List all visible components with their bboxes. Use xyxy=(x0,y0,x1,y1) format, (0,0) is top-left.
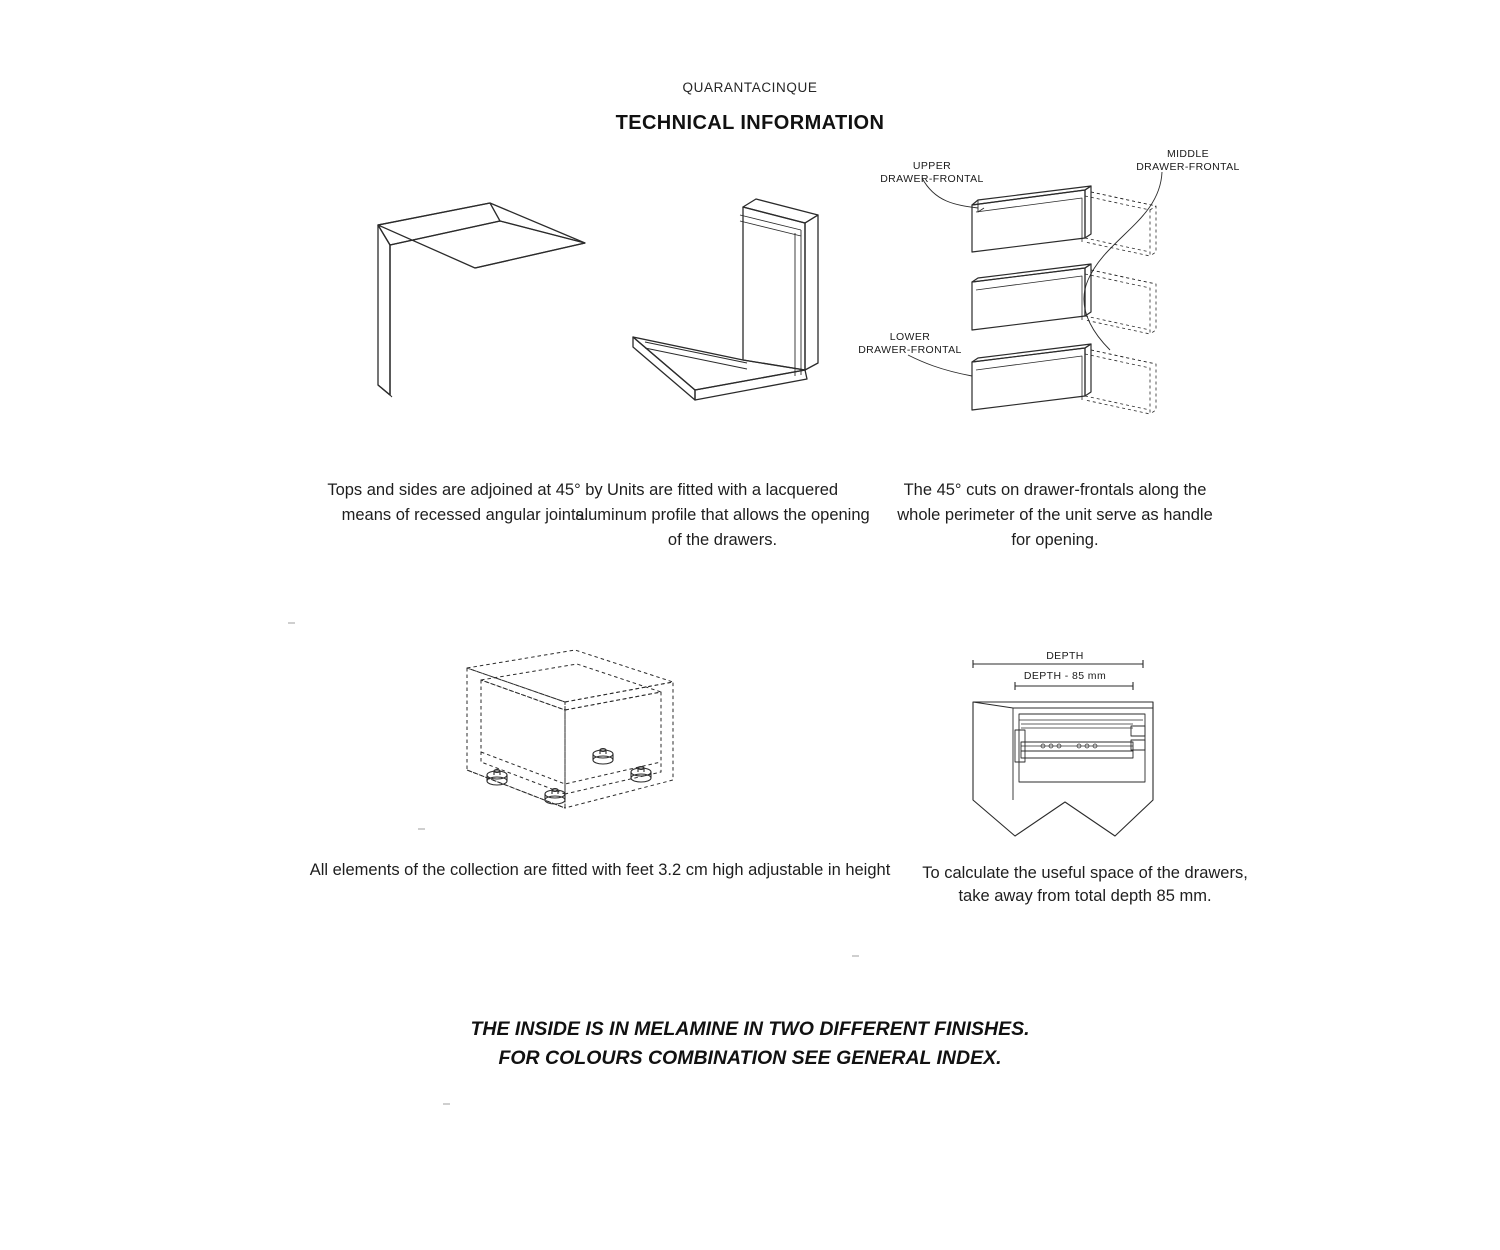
footer-line-1: THE INSIDE IS IN MELAMINE IN TWO DIFFERENT FINISHES. xyxy=(470,1018,1030,1040)
brand-name: QUARANTACINQUE xyxy=(682,80,818,95)
label-upper-line1: UPPER xyxy=(912,160,952,172)
footer-note xyxy=(0,1015,1500,1073)
label-middle-line1: MIDDLE xyxy=(1166,148,1210,160)
label-middle-drawer-frontal xyxy=(1108,148,1268,174)
label-middle-line2: DRAWER-FRONTAL xyxy=(1136,161,1240,173)
label-upper-drawer-frontal xyxy=(862,160,1002,186)
figure-drawer-frontals-exploded xyxy=(860,150,1240,440)
label-lower-line1: LOWER xyxy=(889,331,931,343)
page-title: TECHNICAL INFORMATION xyxy=(615,112,885,134)
scan-artifact xyxy=(418,828,425,830)
scan-artifact xyxy=(443,1103,450,1105)
figure-45-degree-corner-joint xyxy=(340,185,600,425)
scan-artifact xyxy=(288,622,295,624)
label-upper-line2: DRAWER-FRONTAL xyxy=(880,173,984,185)
scan-artifact xyxy=(852,955,859,957)
label-lower-drawer-frontal xyxy=(840,331,980,357)
label-depth-useful: DEPTH - 85 mm xyxy=(1023,670,1107,682)
footer-line-2: FOR COLOURS COMBINATION SEE GENERAL INDEX. xyxy=(498,1047,1002,1069)
figure-cabinet-with-adjustable-feet xyxy=(455,640,685,835)
caption-aluminum-profile: Units are fitted with a lacquered aluminum profile that allows the opening of the drawers. xyxy=(575,481,870,549)
figure-lacquered-aluminum-profile xyxy=(615,185,865,415)
caption-drawer-frontals: The 45° cuts on drawer-frontals along the whole perimeter of the unit serve as handle for opening. xyxy=(897,481,1213,549)
caption-corner-joint: Tops and sides are adjoined at 45° by means of recessed angular joints. xyxy=(327,481,603,524)
caption-adjustable-feet: All elements of the collection are fitted with feet 3.2 cm high adjustable in height xyxy=(309,861,891,879)
caption-drawer-depth: To calculate the useful space of the drawers, take away from total depth 85 mm. xyxy=(922,864,1248,905)
label-depth-total: DEPTH xyxy=(1046,650,1084,662)
label-lower-line2: DRAWER-FRONTAL xyxy=(858,344,962,356)
